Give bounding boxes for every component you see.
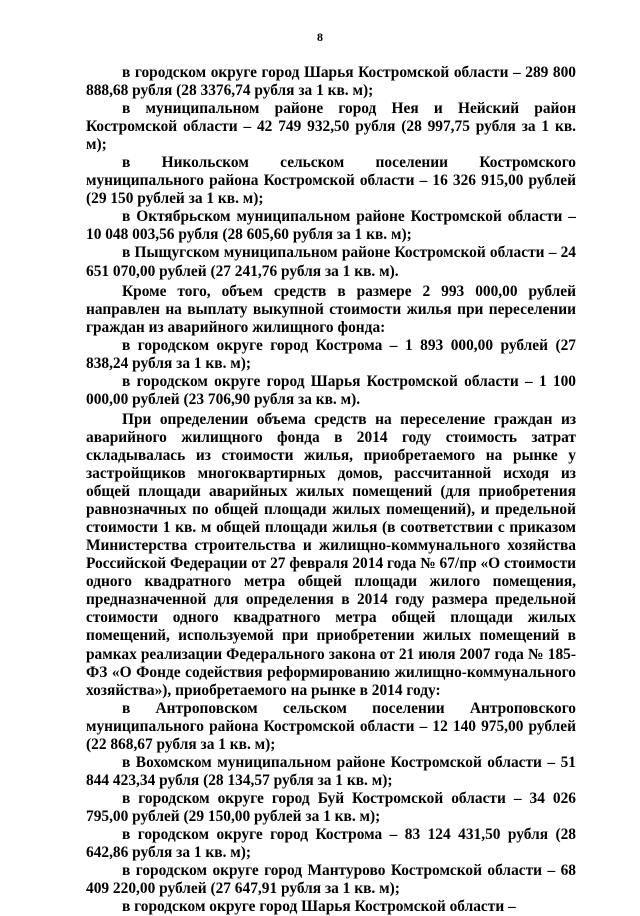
paragraph-8: в городском округе город Шарья Костромской области – 1 100 000,00 рублей (23 706,90 рубля за кв. м).: [86, 372, 576, 408]
paragraph-7: в городском округе город Кострома – 1 893 000,00 рублей (27 838,24 рубля за 1 кв. м);: [86, 336, 576, 372]
paragraph-9: При определении объема средств на переселение граждан из аварийного жилищного фонда в 2014 году стоимость затрат складывалась из стоимости жилья, приобретаемого на рынке у застройщиков многоквартирных домов, рассчитанной исходя из общей площади аварийных жилых помещений (для приобретения равнозначных по общей площади жилых помещений), и предельной стоимости 1 кв. м общей площади жилья (в соответствии с приказом Министерства строительства и жилищно-коммунального хозяйства Российской Федерации от 27 февраля 2014 года № 67/пр «О стоимости одного квадратного метра общей площади жилого помещения, предназначенной для определения в 2014 году размера предельной стоимости одного квадратного метра общей площади жилых помещений, используемой при приобретении жилых помещений в рамках реализации Федерального закона от 21 июля 2007 года № 185-ФЗ «О Фонде содействия реформированию жилищно-коммунального хозяйства»), приобретаемого на рынке в 2014 году:: [86, 410, 576, 699]
paragraph-6: Кроме того, объем средств в размере 2 993 000,00 рублей направлен на выплату выкупной стоимости жилья при переселении граждан из аварийного жилищного фонда:: [86, 282, 576, 336]
paragraph-12: в городском округе город Буй Костромской области – 34 026 795,00 рублей (29 150,00 рублей за 1 кв. м);: [86, 789, 576, 825]
paragraph-13: в городском округе город Кострома – 83 124 431,50 рубля (28 642,86 рубля за 1 кв. м);: [86, 825, 576, 862]
page-number: 8: [317, 30, 323, 44]
paragraph-5: в Пыщугском муниципальном районе Костромской области – 24 651 070,00 рублей (27 241,76 рубля за 1 кв. м).: [86, 244, 576, 280]
document-body: [86, 64, 576, 916]
paragraph-1: в городском округе город Шарья Костромской области – 289 800 888,68 рубля (28 3376,74 рубля за 1 кв. м);: [86, 64, 576, 100]
paragraph-2: в муниципальном районе город Нея и Нейский район Костромской области – 42 749 932,50 рубля (28 997,75 рубля за 1 кв. м);: [86, 100, 576, 154]
paragraph-11: в Вохомском муниципальном районе Костромской области – 51 844 423,34 рубля (28 134,57 рубля за 1 кв. м);: [86, 753, 576, 789]
paragraph-15: в городском округе город Шарья Костромской области –: [122, 898, 516, 916]
paragraph-10: в Антроповском сельском поселении Антроповского муниципального района Костромской области – 12 140 975,00 рублей (22 868,67 рубля за 1 кв. м);: [86, 699, 576, 753]
paragraph-3: в Никольском сельском поселении Костромского муниципального района Костромской области – 16 326 915,00 рублей (29 150 рублей за 1 кв. м);: [86, 154, 576, 208]
paragraph-4: в Октябрьском муниципальном районе Костромской области – 10 048 003,56 рубля (28 605,60 рубля за 1 кв. м);: [86, 208, 576, 244]
paragraph-14: в городском округе город Мантурово Костромской области – 68 409 220,00 рублей (27 647,91 рубля за 1 кв. м);: [86, 862, 576, 898]
